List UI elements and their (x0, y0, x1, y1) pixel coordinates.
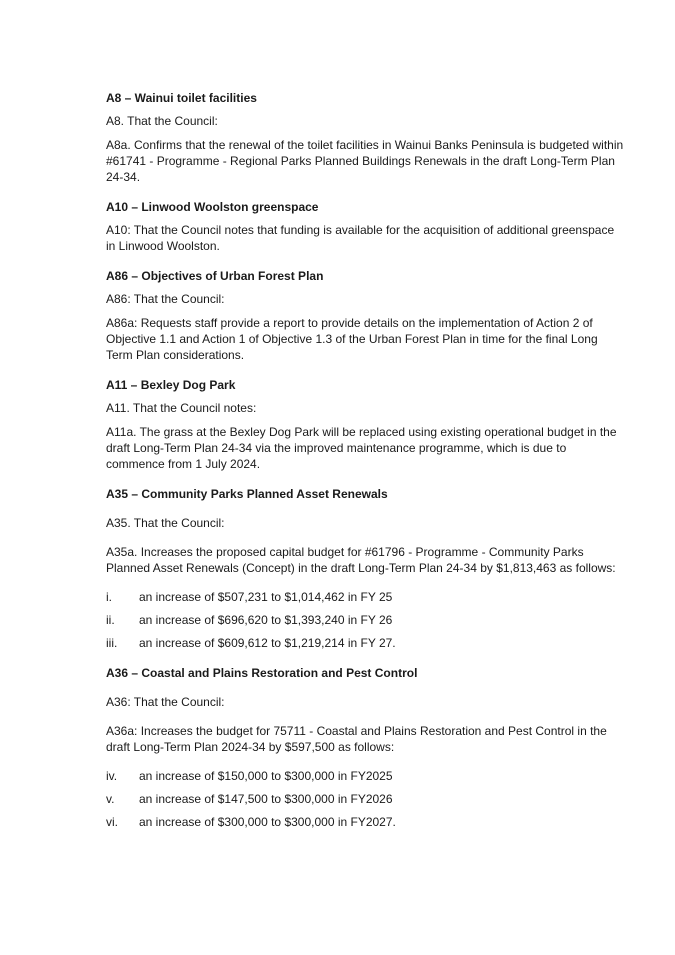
list-number: v. (106, 792, 115, 806)
section-heading: A86 – Objectives of Urban Forest Plan (106, 269, 324, 283)
numbered-list (106, 768, 626, 830)
list-text: an increase of $696,620 to $1,393,240 in FY 26 (139, 613, 393, 627)
paragraph: A86a: Requests staff provide a report to provide details on the implementation of Action 2 of Objective 1.1 and Action 1 of Objective 1.3 of the Urban Forest Plan in time for the final Long Term Plan considerations. (106, 316, 598, 362)
paragraph: A11. That the Council notes: (106, 401, 257, 415)
list-text: an increase of $150,000 to $300,000 in FY2025 (139, 769, 393, 783)
section-a36 (106, 665, 626, 830)
paragraph: A36: That the Council: (106, 695, 225, 709)
list-item (106, 814, 626, 830)
paragraph: A8. That the Council: (106, 114, 218, 128)
list-text: an increase of $507,231 to $1,014,462 in FY 25 (139, 590, 393, 604)
list-item (106, 768, 626, 784)
list-number: iv. (106, 769, 118, 783)
list-text: an increase of $147,500 to $300,000 in FY2026 (139, 792, 393, 806)
list-item (106, 635, 626, 651)
list-text: an increase of $609,612 to $1,219,214 in FY 27. (139, 636, 396, 650)
list-number: vi. (106, 815, 118, 829)
document-page (106, 90, 626, 844)
paragraph: A36a: Increases the budget for 75711 - Coastal and Plains Restoration and Pest Control in the draft Long-Term Plan 2024-34 by $597,500 as follows: (106, 724, 607, 754)
section-a10 (106, 199, 626, 254)
section-a35 (106, 486, 626, 651)
numbered-list (106, 589, 626, 651)
section-heading: A36 – Coastal and Plains Restoration and Pest Control (106, 666, 418, 680)
section-a8 (106, 90, 626, 185)
paragraph: A8a. Confirms that the renewal of the toilet facilities in Wainui Banks Peninsula is budgeted within #61741 - Programme - Regional Parks Planned Buildings Renewals in the draft Long-Term Plan 24-34. (106, 138, 624, 184)
section-a11 (106, 377, 626, 472)
section-heading: A11 – Bexley Dog Park (106, 378, 236, 392)
list-item (106, 589, 626, 605)
paragraph: A86: That the Council: (106, 292, 225, 306)
section-a86 (106, 268, 626, 363)
paragraph: A35. That the Council: (106, 516, 225, 530)
paragraph: A35a. Increases the proposed capital budget for #61796 - Programme - Community Parks Planned Asset Renewals (Concept) in the draft Long-Term Plan 24-34 by $1,813,463 as follows: (106, 545, 616, 575)
section-heading: A8 – Wainui toilet facilities (106, 91, 257, 105)
paragraph: A11a. The grass at the Bexley Dog Park will be replaced using existing operational budget in the draft Long-Term Plan 24-34 via the improved maintenance programme, which is due to commence from 1 July 2024. (106, 425, 617, 471)
list-number: i. (106, 590, 112, 604)
list-item (106, 612, 626, 628)
list-number: ii. (106, 613, 115, 627)
list-text: an increase of $300,000 to $300,000 in FY2027. (139, 815, 396, 829)
list-item (106, 791, 626, 807)
list-number: iii. (106, 636, 118, 650)
section-heading: A35 – Community Parks Planned Asset Renewals (106, 487, 388, 501)
paragraph: A10: That the Council notes that funding is available for the acquisition of additional greenspace in Linwood Woolston. (106, 223, 615, 253)
section-heading: A10 – Linwood Woolston greenspace (106, 200, 319, 214)
